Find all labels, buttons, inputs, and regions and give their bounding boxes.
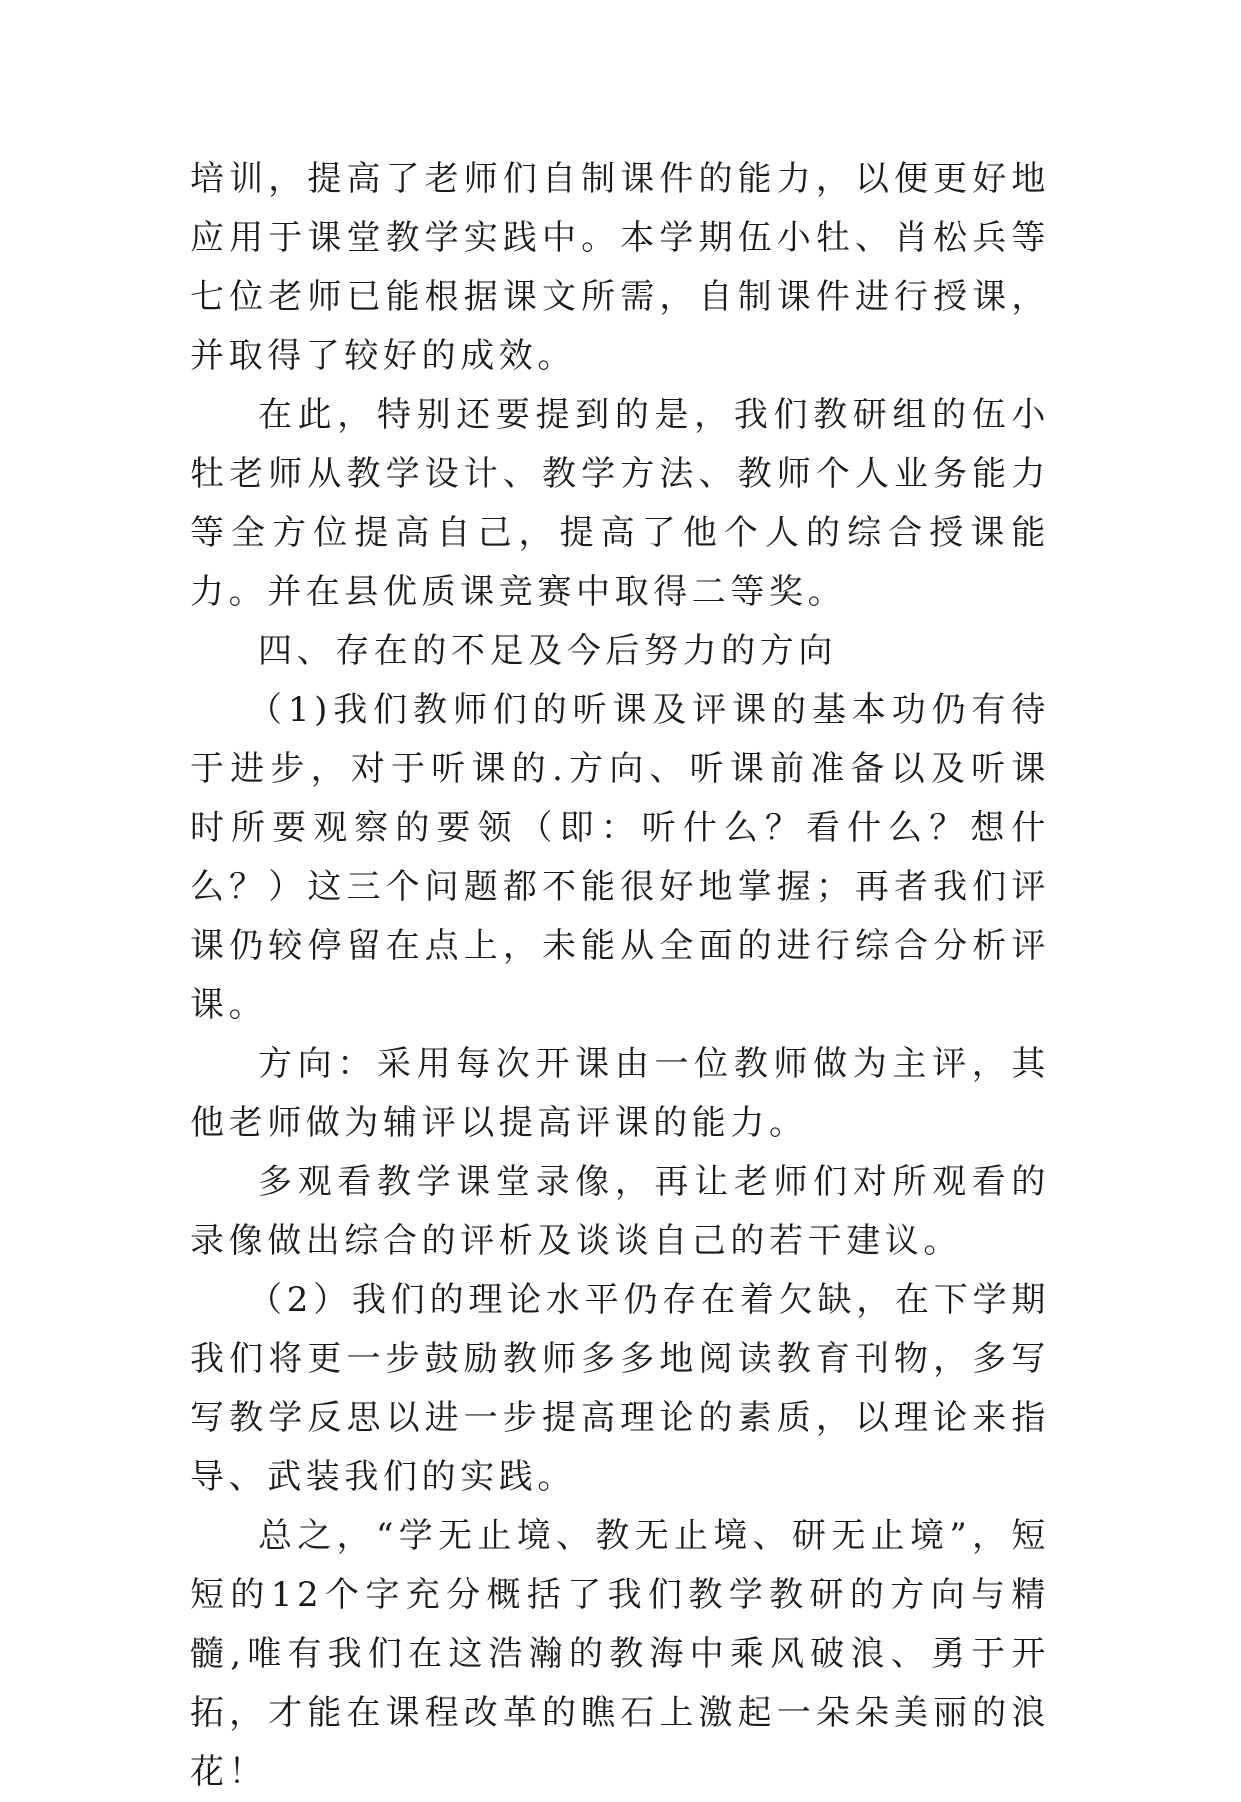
section-heading: 四、存在的不足及今后努力的方向: [258, 631, 837, 671]
paragraph-item-1: （1)我们教师们的听课及评课的基本功仍有待于进步，对于听课的.方向、听课前准备以及听课时所要观察的要领（即：听什么？看什么？想什么？）这三个问题都不能很好地掌握；再者我们评课仍较停留在点上，未能从全面的进行综合分析评课。: [190, 690, 1050, 1025]
paragraph-video: 多观看教学课堂录像，再让老师们对所观看的录像做出综合的评析及谈谈自己的若干建议。: [190, 1162, 1050, 1261]
paragraph-conclusion: 总之，“学无止境、教无止境、研无止境”，短短的12个字充分概括了我们教学教研的方向与精髓,唯有我们在这浩瀚的教海中乘风破浪、勇于开拓，才能在课程改革的瞧石上激起一朵朵美丽的浪花！: [190, 1516, 1050, 1792]
paragraph-direction: 方向：采用每次开课由一位教师做为主评，其他老师做为辅评以提高评课的能力。: [190, 1044, 1050, 1143]
document-body: [190, 150, 1050, 1802]
paragraph-special-mention: 在此，特别还要提到的是，我们教研组的伍小牡老师从教学设计、教学方法、教师个人业务能力等全方位提高自己，提高了他个人的综合授课能力。并在县优质课竞赛中取得二等奖。: [190, 395, 1050, 612]
paragraph-item-2: （2）我们的理论水平仍存在着欠缺，在下学期我们将更一步鼓励教师多多地阅读教育刊物，多写写教学反思以进一步提高理论的素质，以理论来指导、武装我们的实践。: [190, 1280, 1050, 1497]
paragraph-continuation: 培训，提高了老师们自制课件的能力，以便更好地应用于课堂教学实践中。本学期伍小牡、肖松兵等七位老师已能根据课文所需，自制课件进行授课，并取得了较好的成效。: [190, 159, 1050, 376]
